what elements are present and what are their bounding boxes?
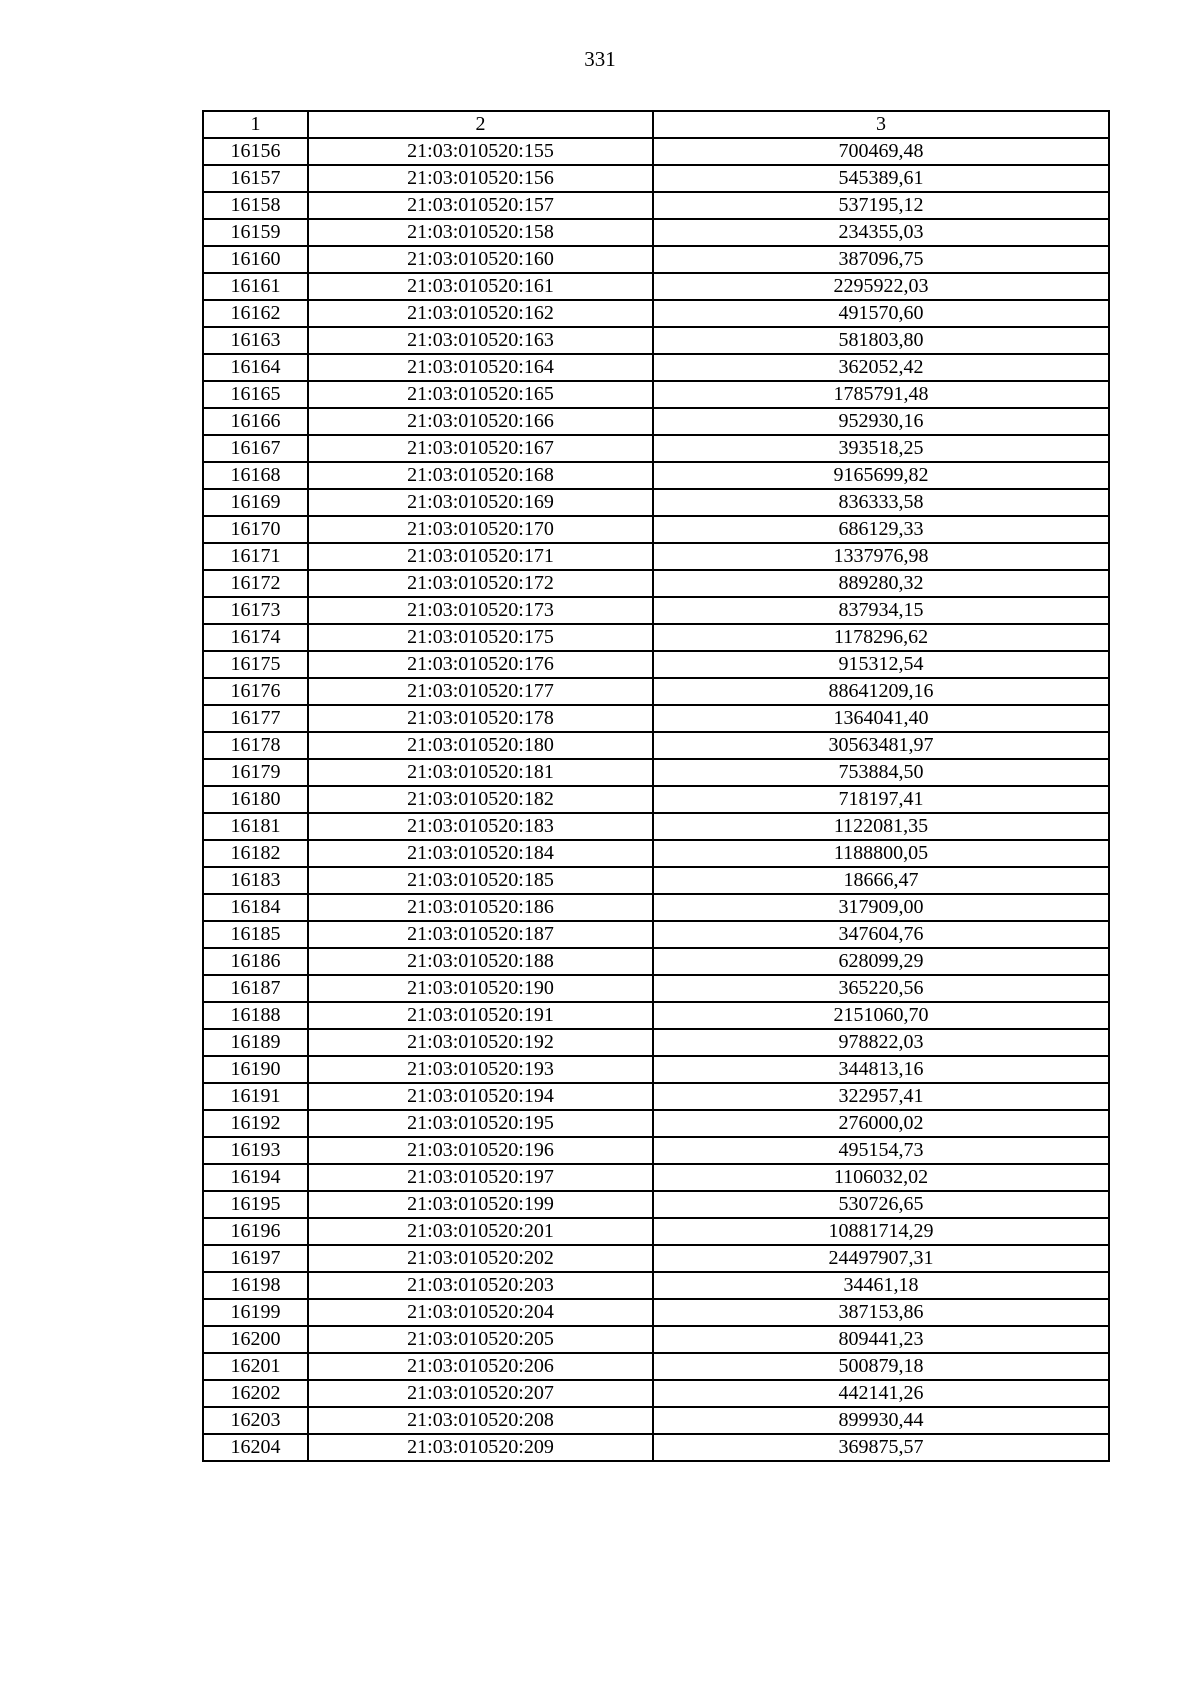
- row-number-cell: 16191: [203, 1083, 308, 1110]
- cadastral-number-cell: 21:03:010520:203: [308, 1272, 653, 1299]
- cadastral-number-cell: 21:03:010520:184: [308, 840, 653, 867]
- cadastral-number-cell: 21:03:010520:157: [308, 192, 653, 219]
- table-row: [203, 1056, 1109, 1083]
- row-number-cell: 16186: [203, 948, 308, 975]
- value-cell: 1785791,48: [653, 381, 1109, 408]
- value-cell: 393518,25: [653, 435, 1109, 462]
- cadastral-number-cell: 21:03:010520:201: [308, 1218, 653, 1245]
- row-number-cell: 16178: [203, 732, 308, 759]
- table-row: [203, 354, 1109, 381]
- row-number-cell: 16187: [203, 975, 308, 1002]
- table-row: [203, 273, 1109, 300]
- value-cell: 686129,33: [653, 516, 1109, 543]
- table-body: [203, 111, 1109, 1461]
- value-cell: 10881714,29: [653, 1218, 1109, 1245]
- table-row: [203, 1164, 1109, 1191]
- row-number-cell: 16179: [203, 759, 308, 786]
- value-cell: 1178296,62: [653, 624, 1109, 651]
- table-row: [203, 651, 1109, 678]
- row-number-cell: 16163: [203, 327, 308, 354]
- data-table: [202, 110, 1110, 1462]
- value-cell: 753884,50: [653, 759, 1109, 786]
- value-cell: 369875,57: [653, 1434, 1109, 1461]
- cadastral-number-cell: 21:03:010520:180: [308, 732, 653, 759]
- cadastral-number-cell: 21:03:010520:187: [308, 921, 653, 948]
- row-number-cell: 16174: [203, 624, 308, 651]
- row-number-cell: 16170: [203, 516, 308, 543]
- value-cell: 899930,44: [653, 1407, 1109, 1434]
- value-cell: 837934,15: [653, 597, 1109, 624]
- page-number: 331: [584, 47, 616, 71]
- cadastral-number-cell: 21:03:010520:190: [308, 975, 653, 1002]
- row-number-cell: 16190: [203, 1056, 308, 1083]
- row-number-cell: 16185: [203, 921, 308, 948]
- table-row: [203, 462, 1109, 489]
- row-number-cell: 16167: [203, 435, 308, 462]
- table-row: [203, 1083, 1109, 1110]
- value-cell: 24497907,31: [653, 1245, 1109, 1272]
- cadastral-number-cell: 21:03:010520:204: [308, 1299, 653, 1326]
- cadastral-number-cell: 21:03:010520:183: [308, 813, 653, 840]
- row-number-cell: 16162: [203, 300, 308, 327]
- value-cell: 234355,03: [653, 219, 1109, 246]
- table-row: [203, 759, 1109, 786]
- table-row: [203, 1407, 1109, 1434]
- row-number-cell: 16184: [203, 894, 308, 921]
- cadastral-number-cell: 21:03:010520:165: [308, 381, 653, 408]
- value-cell: 495154,73: [653, 1137, 1109, 1164]
- row-number-cell: 16200: [203, 1326, 308, 1353]
- row-number-cell: 16169: [203, 489, 308, 516]
- cadastral-number-cell: 21:03:010520:172: [308, 570, 653, 597]
- table-row: [203, 1434, 1109, 1461]
- value-cell: 545389,61: [653, 165, 1109, 192]
- cadastral-number-cell: 21:03:010520:176: [308, 651, 653, 678]
- value-cell: 344813,16: [653, 1056, 1109, 1083]
- cadastral-number-cell: 21:03:010520:199: [308, 1191, 653, 1218]
- cadastral-number-cell: 21:03:010520:166: [308, 408, 653, 435]
- cadastral-number-cell: 21:03:010520:207: [308, 1380, 653, 1407]
- cadastral-number-cell: 21:03:010520:160: [308, 246, 653, 273]
- table-row: [203, 435, 1109, 462]
- table-row: [203, 327, 1109, 354]
- cadastral-number-cell: 21:03:010520:178: [308, 705, 653, 732]
- row-number-cell: 16194: [203, 1164, 308, 1191]
- value-cell: 530726,65: [653, 1191, 1109, 1218]
- value-cell: 889280,32: [653, 570, 1109, 597]
- cadastral-number-cell: 21:03:010520:163: [308, 327, 653, 354]
- table-row: [203, 948, 1109, 975]
- value-cell: 952930,16: [653, 408, 1109, 435]
- value-cell: 1106032,02: [653, 1164, 1109, 1191]
- cadastral-number-cell: 21:03:010520:175: [308, 624, 653, 651]
- header-cell-1: 1: [203, 111, 308, 138]
- value-cell: 836333,58: [653, 489, 1109, 516]
- table-row: [203, 1002, 1109, 1029]
- cadastral-number-cell: 21:03:010520:193: [308, 1056, 653, 1083]
- row-number-cell: 16176: [203, 678, 308, 705]
- row-number-cell: 16189: [203, 1029, 308, 1056]
- value-cell: 2295922,03: [653, 273, 1109, 300]
- cadastral-number-cell: 21:03:010520:192: [308, 1029, 653, 1056]
- row-number-cell: 16202: [203, 1380, 308, 1407]
- cadastral-number-cell: 21:03:010520:162: [308, 300, 653, 327]
- row-number-cell: 16158: [203, 192, 308, 219]
- value-cell: 2151060,70: [653, 1002, 1109, 1029]
- row-number-cell: 16164: [203, 354, 308, 381]
- table-row: [203, 705, 1109, 732]
- row-number-cell: 16159: [203, 219, 308, 246]
- value-cell: 347604,76: [653, 921, 1109, 948]
- row-number-cell: 16182: [203, 840, 308, 867]
- value-cell: 537195,12: [653, 192, 1109, 219]
- value-cell: 387096,75: [653, 246, 1109, 273]
- table-row: [203, 516, 1109, 543]
- value-cell: 628099,29: [653, 948, 1109, 975]
- row-number-cell: 16193: [203, 1137, 308, 1164]
- table-row: [203, 840, 1109, 867]
- table-row: [203, 597, 1109, 624]
- table-row: [203, 1110, 1109, 1137]
- cadastral-number-cell: 21:03:010520:161: [308, 273, 653, 300]
- row-number-cell: 16168: [203, 462, 308, 489]
- table-row: [203, 1272, 1109, 1299]
- table-row: [203, 921, 1109, 948]
- table-row: [203, 300, 1109, 327]
- row-number-cell: 16195: [203, 1191, 308, 1218]
- table-row: [203, 813, 1109, 840]
- row-number-cell: 16166: [203, 408, 308, 435]
- value-cell: 365220,56: [653, 975, 1109, 1002]
- row-number-cell: 16173: [203, 597, 308, 624]
- table-row: [203, 1353, 1109, 1380]
- cadastral-number-cell: 21:03:010520:209: [308, 1434, 653, 1461]
- cadastral-number-cell: 21:03:010520:171: [308, 543, 653, 570]
- row-number-cell: 16192: [203, 1110, 308, 1137]
- table-row: [203, 678, 1109, 705]
- row-number-cell: 16157: [203, 165, 308, 192]
- row-number-cell: 16175: [203, 651, 308, 678]
- value-cell: 442141,26: [653, 1380, 1109, 1407]
- table-header-row: [203, 111, 1109, 138]
- table-row: [203, 1137, 1109, 1164]
- row-number-cell: 16171: [203, 543, 308, 570]
- value-cell: 1364041,40: [653, 705, 1109, 732]
- table-row: [203, 1245, 1109, 1272]
- row-number-cell: 16198: [203, 1272, 308, 1299]
- value-cell: 88641209,16: [653, 678, 1109, 705]
- value-cell: 387153,86: [653, 1299, 1109, 1326]
- row-number-cell: 16181: [203, 813, 308, 840]
- cadastral-number-cell: 21:03:010520:195: [308, 1110, 653, 1137]
- value-cell: 276000,02: [653, 1110, 1109, 1137]
- cadastral-number-cell: 21:03:010520:177: [308, 678, 653, 705]
- value-cell: 700469,48: [653, 138, 1109, 165]
- row-number-cell: 16156: [203, 138, 308, 165]
- row-number-cell: 16161: [203, 273, 308, 300]
- cadastral-number-cell: 21:03:010520:185: [308, 867, 653, 894]
- cadastral-number-cell: 21:03:010520:208: [308, 1407, 653, 1434]
- value-cell: 491570,60: [653, 300, 1109, 327]
- cadastral-number-cell: 21:03:010520:188: [308, 948, 653, 975]
- value-cell: 30563481,97: [653, 732, 1109, 759]
- value-cell: 317909,00: [653, 894, 1109, 921]
- row-number-cell: 16204: [203, 1434, 308, 1461]
- cadastral-number-cell: 21:03:010520:170: [308, 516, 653, 543]
- value-cell: 9165699,82: [653, 462, 1109, 489]
- value-cell: 500879,18: [653, 1353, 1109, 1380]
- cadastral-number-cell: 21:03:010520:205: [308, 1326, 653, 1353]
- table-row: [203, 543, 1109, 570]
- row-number-cell: 16201: [203, 1353, 308, 1380]
- value-cell: 1337976,98: [653, 543, 1109, 570]
- row-number-cell: 16183: [203, 867, 308, 894]
- value-cell: 34461,18: [653, 1272, 1109, 1299]
- value-cell: 915312,54: [653, 651, 1109, 678]
- cadastral-number-cell: 21:03:010520:164: [308, 354, 653, 381]
- header-cell-3: 3: [653, 111, 1109, 138]
- value-cell: 322957,41: [653, 1083, 1109, 1110]
- cadastral-number-cell: 21:03:010520:168: [308, 462, 653, 489]
- row-number-cell: 16165: [203, 381, 308, 408]
- table-row: [203, 975, 1109, 1002]
- table-row: [203, 138, 1109, 165]
- cadastral-number-cell: 21:03:010520:197: [308, 1164, 653, 1191]
- cadastral-number-cell: 21:03:010520:182: [308, 786, 653, 813]
- cadastral-number-cell: 21:03:010520:173: [308, 597, 653, 624]
- table-row: [203, 1299, 1109, 1326]
- row-number-cell: 16177: [203, 705, 308, 732]
- cadastral-number-cell: 21:03:010520:156: [308, 165, 653, 192]
- table-row: [203, 246, 1109, 273]
- cadastral-number-cell: 21:03:010520:194: [308, 1083, 653, 1110]
- table-row: [203, 732, 1109, 759]
- value-cell: 18666,47: [653, 867, 1109, 894]
- table-row: [203, 1029, 1109, 1056]
- row-number-cell: 16172: [203, 570, 308, 597]
- row-number-cell: 16188: [203, 1002, 308, 1029]
- table-row: [203, 1326, 1109, 1353]
- value-cell: 978822,03: [653, 1029, 1109, 1056]
- table-row: [203, 219, 1109, 246]
- table-row: [203, 624, 1109, 651]
- table-row: [203, 489, 1109, 516]
- table-row: [203, 1218, 1109, 1245]
- row-number-cell: 16199: [203, 1299, 308, 1326]
- cadastral-number-cell: 21:03:010520:155: [308, 138, 653, 165]
- row-number-cell: 16196: [203, 1218, 308, 1245]
- value-cell: 581803,80: [653, 327, 1109, 354]
- value-cell: 362052,42: [653, 354, 1109, 381]
- table-row: [203, 408, 1109, 435]
- table-row: [203, 786, 1109, 813]
- cadastral-number-cell: 21:03:010520:169: [308, 489, 653, 516]
- row-number-cell: 16160: [203, 246, 308, 273]
- table-row: [203, 570, 1109, 597]
- table-row: [203, 867, 1109, 894]
- row-number-cell: 16180: [203, 786, 308, 813]
- row-number-cell: 16197: [203, 1245, 308, 1272]
- cadastral-number-cell: 21:03:010520:158: [308, 219, 653, 246]
- value-cell: 1188800,05: [653, 840, 1109, 867]
- value-cell: 1122081,35: [653, 813, 1109, 840]
- cadastral-number-cell: 21:03:010520:191: [308, 1002, 653, 1029]
- table-row: [203, 1191, 1109, 1218]
- cadastral-number-cell: 21:03:010520:206: [308, 1353, 653, 1380]
- header-cell-2: 2: [308, 111, 653, 138]
- value-cell: 809441,23: [653, 1326, 1109, 1353]
- cadastral-number-cell: 21:03:010520:181: [308, 759, 653, 786]
- table-row: [203, 192, 1109, 219]
- row-number-cell: 16203: [203, 1407, 308, 1434]
- table-row: [203, 1380, 1109, 1407]
- value-cell: 718197,41: [653, 786, 1109, 813]
- table-row: [203, 894, 1109, 921]
- cadastral-number-cell: 21:03:010520:202: [308, 1245, 653, 1272]
- cadastral-number-cell: 21:03:010520:167: [308, 435, 653, 462]
- table-row: [203, 165, 1109, 192]
- cadastral-number-cell: 21:03:010520:196: [308, 1137, 653, 1164]
- table-row: [203, 381, 1109, 408]
- cadastral-number-cell: 21:03:010520:186: [308, 894, 653, 921]
